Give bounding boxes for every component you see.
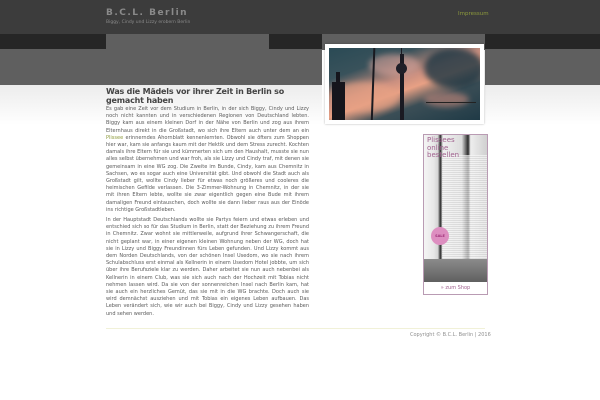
paragraph-text: Es gab eine Zeit vor dem Studium in Berlin, in der sich Biggy, Cindy und Lizzy noch nicht kannten und in verschiedenen Regionen von Deutschland lebten. Biggy kam aus einem kleinen Dorf in der Nähe von Berlin und zog aus ihrem Elternhaus direkt in die Großstadt, wo sich ihre Eltern auch unter dem an ein [106,106,309,134]
article-title: Was die Mädels vor ihrer Zeit in Berlin so gemacht haben [106,87,285,105]
header-band-dark [0,34,600,49]
header-band-mid [0,49,600,85]
site-title[interactable]: B.C.L. Berlin [106,8,189,18]
ad-headline [427,137,459,160]
crane-silhouettes [426,102,476,116]
ad-blinds [442,155,487,275]
site-header [0,0,600,34]
nav-link-impressum[interactable]: Impressum [458,11,489,17]
article [106,87,309,321]
plissee-ad-banner[interactable] [423,134,488,295]
cloud-shape [424,48,480,88]
article-paragraph [106,106,309,214]
header-photo-frame [325,44,484,124]
footer-copyright: Copyright © B.C.L. Berlin | 2016 [410,332,491,338]
ad-floor [424,259,487,283]
ad-shop-link[interactable]: » zum Shop [424,282,487,294]
town-hall-tower [332,82,345,120]
article-paragraph: In der Hauptstadt Deutschlands wollte sie Partys feiern und etwas erleben und entschied sich so für das Studium in Berlin, statt der Beziehung zu ihrem Freund in Chemnitz. Zwar wohnt sie mittlerweile, aufgrund ihrer Schwangerschaft, die nicht geplant war, in einer eigenen kleinen Wohnung neben der WG, doch hat sie in Lizzy und Biggy Freundinnen fürs Leben gefunden. Und Lizzy kommt aus dem Norden Deutschlands, von der schönen Insel Usedom, wo sie nach ihrem Schulabschluss erst einmal als Kellnerin in einem Usedom Hotel jobbte, um sich über ihre Berufsziele klar zu werden. Daher arbeitet sie nun auch nebenbei als Kellnerin in einem Club, was sie sich auch nach der Hochzeit mit Tobias nicht nehmen lassen wird. Da sie von der sonnenreichen Insel nach Berlin kam, hat sie auch ein herzliches Gemüt, das sie mit in die WG brachte. Doch auch sie wird demnächst ausziehen und mit Tobias ein eigenes Leben aufbauen. Das Leben verändert sich, wie wir auch bei Biggy, Cindy und Lizzy gesehen haben und sehen werden. [106,217,309,317]
ad-headline-line: bestellen [427,151,460,159]
berlin-skyline-photo [329,48,480,120]
sale-badge-icon: SALE [431,227,449,245]
footer-divider [106,328,485,329]
main-column-tab [106,34,269,49]
cloud-shape [369,54,419,76]
site-tagline: Biggy, Cindy und Lizzy erobern Berlin [106,20,191,25]
tv-tower-sphere [396,63,407,74]
paragraph-text: erinnerndes Ahornblatt kennenlernten. Obwohl sie öfters zum Shoppen hier war, kam sie anfangs kaum mit der Hektik und dem Stress zurecht. Kochten damals ihre Eltern für sie und kümmerten sich um den Haushalt, musste sie nun alles selbst übernehmen und war froh, als sie Lizzy und Cindy traf, mit denen sie gemeinsam in eine WG zog. Die Zweite im Bunde, Cindy, kam aus Chemnitz in Sachsen, wo es sogar auch eine Universität gibt. Und obwohl die Stadt auch als Großstadt gilt, wollte Cindy lieber für etwas noch größeres und cooleres die heimischen Gefilde verlassen. Die 3-Zimmer-Wohnung in Chemnitz, in der sie mit ihren Eltern lebte, wollte sie zwar eigentlich gegen eine Bude mit ihrem damaligen Freund eintauschen, doch wollte sie dann lieber raus aus der Einöde ins richtige Großstadtleben. [106,134,309,213]
ad-headline-line: online [427,143,449,152]
article-body [106,106,309,318]
plissee-link[interactable]: Plissee [106,134,124,141]
ad-headline-line: Plissees [427,136,455,144]
